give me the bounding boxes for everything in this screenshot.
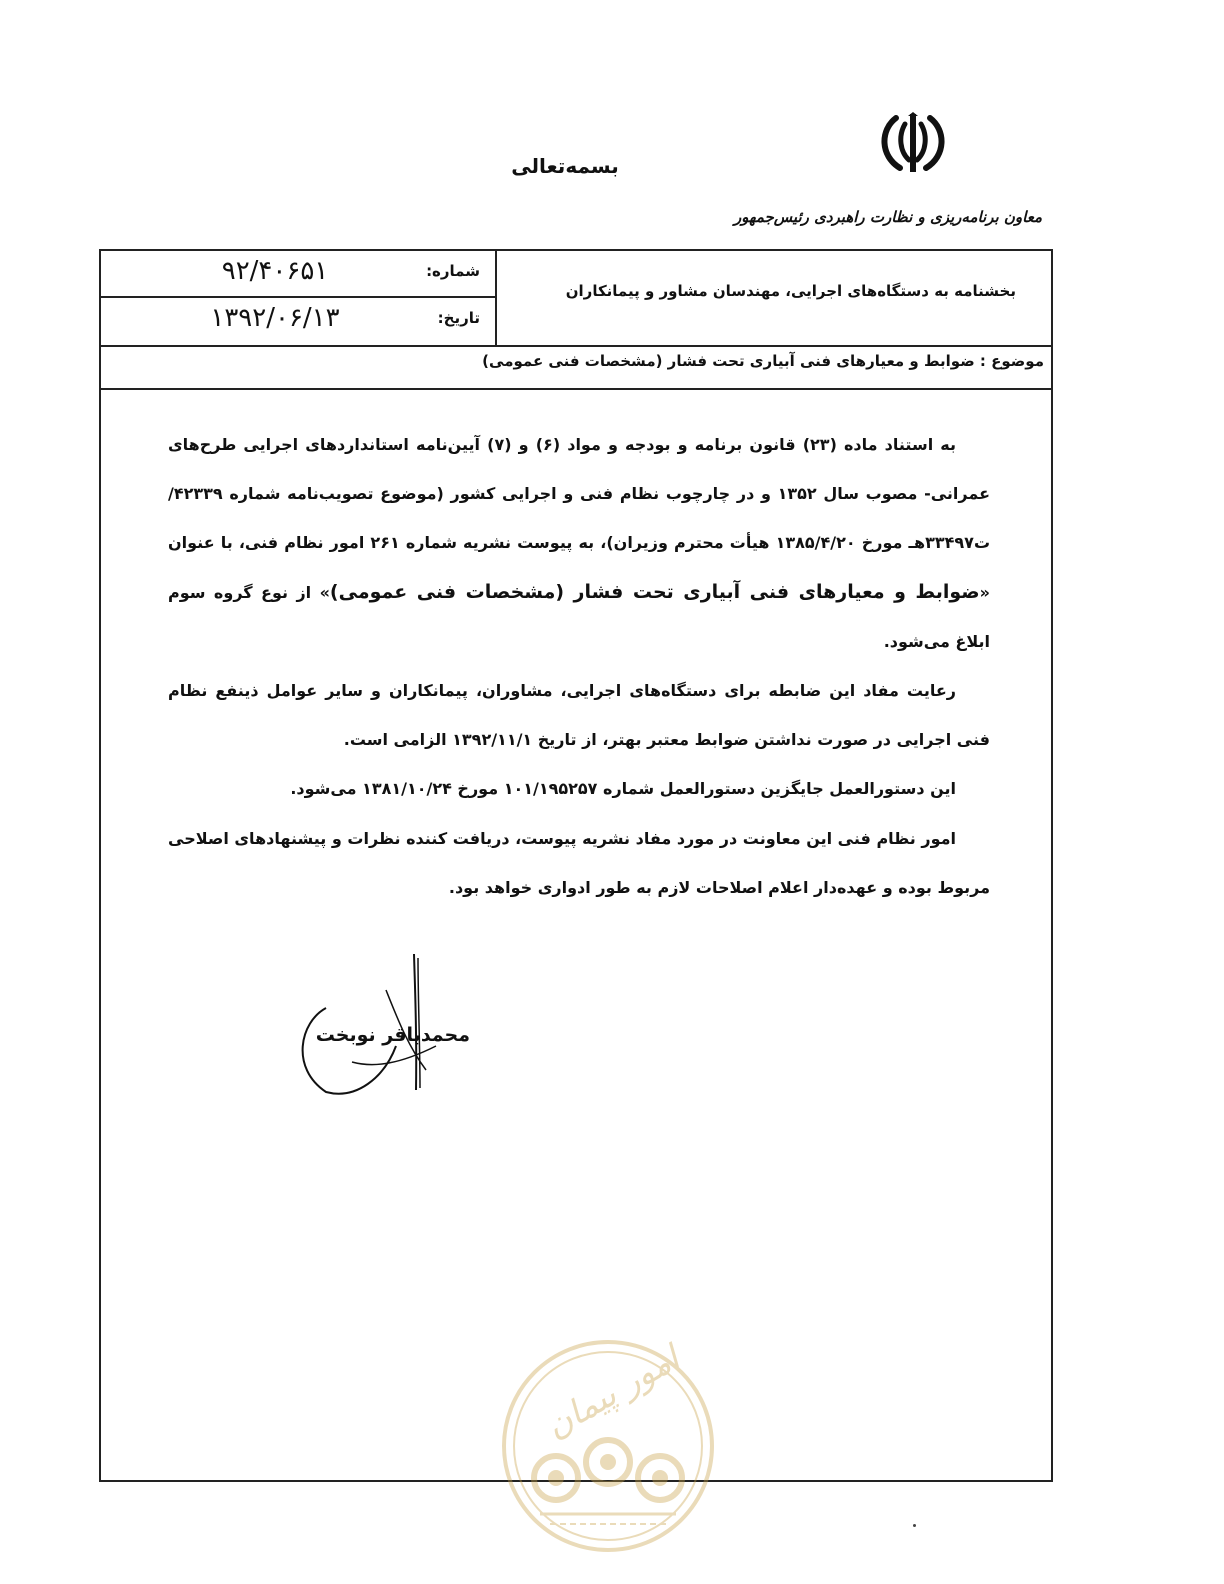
subject-line: موضوع : ضوابط و معیارهای فنی آبیاری تحت فشار (مشخصات فنی عمومی) bbox=[482, 352, 1044, 370]
paragraph-3: این دستورالعمل جایگزین دستورالعمل شماره ۱۰۱/۱۹۵۲۵۷ مورخ ۱۳۸۱/۱۰/۲۴ می‌شود. bbox=[290, 779, 956, 799]
header-subject-divider bbox=[101, 345, 1051, 347]
iran-emblem-icon bbox=[876, 112, 950, 176]
paragraph-4: امور نظام فنی این معاونت در مورد مفاد نشریه پیوست، دریافت کننده نظرات و پیشنهادهای اصلاحی مربوط بوده و عهده‌دار اعلام اصلاحات لازم به طور ادواری خواهد بود. bbox=[168, 828, 990, 897]
organization-name: معاون برنامه‌ریزی و نظارت راهبردی رئیس‌جمهور bbox=[733, 208, 1042, 226]
number-date-divider bbox=[101, 296, 495, 298]
number-label: شماره: bbox=[426, 262, 480, 280]
number-value: ۹۲/۴۰۶۵۱ bbox=[221, 256, 329, 286]
paragraph-1-part-2: » از نوع گروه سوم ابلاغ می‌شود. bbox=[168, 582, 990, 651]
subject-body-divider bbox=[101, 388, 1051, 390]
letter-body bbox=[168, 420, 990, 912]
paragraph-1-part-1: به استناد ماده (۲۳) قانون برنامه و بودجه و مواد (۶) و (۷) آیین‌نامه استانداردهای اجرایی طرح‌های عمرانی- مصوب سال ۱۳۵۲ و در چارچوب نظام فنی و اجرایی کشور (موضوع تصویب‌نامه شماره ۴۲۳۳۹/ت۳۳۴۹۷هـ مورخ ۱۳۸۵/۴/۲۰ هیأت محترم وزیران)، به پیوست نشریه شماره ۲۶۱ امور نظام فنی، با عنوان « bbox=[168, 435, 991, 602]
bismillah-heading: بسمه‌تعالی bbox=[511, 154, 619, 178]
date-label: تاریخ: bbox=[437, 309, 480, 327]
paragraph-1 bbox=[168, 420, 990, 666]
signer-name: محمدباقر نوبخت bbox=[315, 1024, 470, 1046]
publication-title: ضوابط و معیارهای فنی آبیاری تحت فشار (مشخصات فنی عمومی) bbox=[329, 580, 980, 603]
svg-text:امور پیمان: امور پیمان bbox=[538, 1338, 687, 1447]
scan-speck bbox=[913, 1524, 916, 1527]
watermark-seal bbox=[500, 1338, 716, 1554]
date-value: ۱۳۹۲/۰۶/۱۳ bbox=[210, 303, 340, 333]
paragraph-2: رعایت مفاد این ضابطه برای دستگاه‌های اجرایی، مشاوران، پیمانکاران و سایر عوامل ذینفع نظام فنی اجرایی در صورت نداشتن ضوابط معتبر بهتر، از تاریخ ۱۳۹۲/۱۱/۱ الزامی است. bbox=[168, 681, 990, 750]
recipient-line: بخشنامه به دستگاه‌های اجرایی، مهندسان مشاور و پیمانکاران bbox=[565, 282, 1016, 300]
